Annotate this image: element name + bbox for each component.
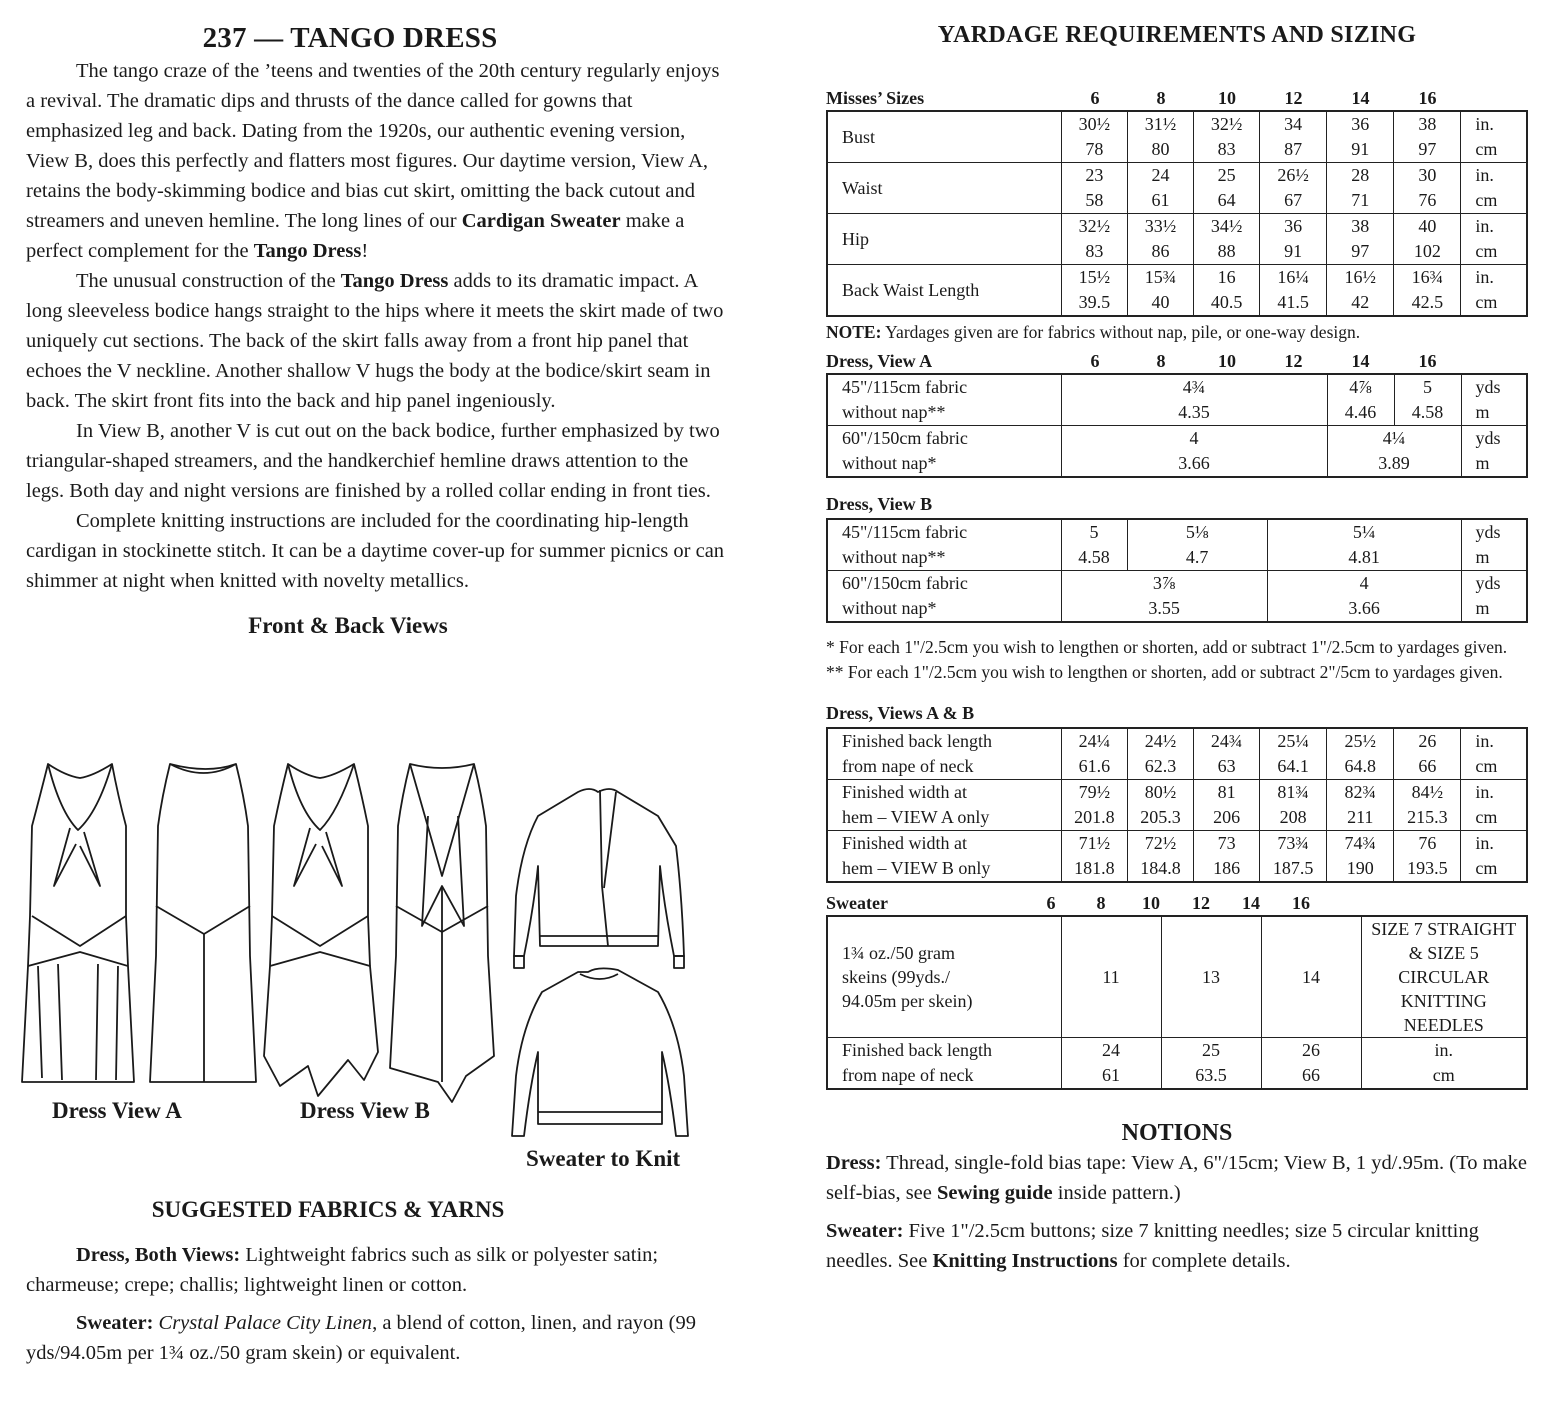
footnotes: [826, 635, 1528, 685]
body-measurements-table: [826, 110, 1528, 317]
cardigan-front-drawing: [514, 789, 684, 968]
table-row: Finished width at hem – VIEW A only 79½ 201.8 80½ 205.3 81 206 81¾ 208 82¾ 211 84½ 215.3 in. cm: [827, 780, 1527, 831]
table-row: Hip 32½ 83 33½ 86 34½ 88 36 91 38 97 40 102 in. cm: [827, 214, 1527, 265]
table-row: 45"/115cm fabric without nap** 4¾ 4.35 4⅞ 4.46 5 4.58 yds m: [827, 374, 1527, 426]
table-row: Finished back length from nape of neck 24 61 25 63.5 26 66 in. cm: [827, 1038, 1527, 1090]
table-row: Finished back length from nape of neck 24¼ 61.6 24½ 62.3 24¾ 63 25¼ 64.1 25½ 64.8 26 66 in. cm: [827, 728, 1527, 780]
table-row: Waist 23 58 24 61 25 64 26½ 67 28 71 30 76 in. cm: [827, 163, 1527, 214]
left-column: [26, 20, 730, 640]
notions-sweater: Sweater: Five 1"/2.5cm buttons; size 7 knitting needles; size 5 circular knitting needles. See Knitting Instructions for complete details.: [826, 1220, 1479, 1272]
table-row: 1¾ oz./50 gram skeins (99yds./ 94.05m per skein) 11 13 14 SIZE 7 STRAIGHT & SIZE 5 CIRCULAR KNITTING NEEDLES: [827, 916, 1527, 1038]
notions-section: [826, 1148, 1528, 1276]
table-row: Finished width at hem – VIEW B only 71½ 181.8 72½ 184.8 73 186 73¾ 187.5 74¾ 190 76 193.5 in. cm: [827, 831, 1527, 883]
right-column: [826, 20, 1528, 1284]
illustrations: [18, 756, 758, 1196]
yardage-title: YARDAGE REQUIREMENTS AND SIZING: [937, 22, 1417, 48]
views-ab-header: Dress, Views A & B: [826, 703, 975, 723]
intro-text: [26, 56, 730, 596]
fabrics-sweater: Sweater: Crystal Palace City Linen, a blend of cotton, linen, and rayon (99 yds/94.05m per 1¾ oz./50 gram skein) or equivalent.: [26, 1312, 696, 1364]
label-sweater-to-knit: Sweater to Knit: [526, 1146, 681, 1171]
table-row: 60"/150cm fabric without nap* 4 3.66 4¼ 3.89 yds m: [827, 426, 1527, 478]
cardigan-back-drawing: [512, 968, 688, 1136]
view-a-header: Dress, View A 6 8 10 12 14 16: [826, 351, 1437, 371]
dress-b-front-drawing: [264, 764, 378, 1096]
finished-measurements-table: [826, 727, 1528, 883]
intro-paragraph-3: In View B, another V is cut out on the back bodice, further emphasized by two triangular-shaped streamers, and the handkerchief hemline draws attention to the legs. Both day and night versions are finished by a rolled collar ending in front ties.: [26, 420, 720, 502]
intro-paragraph-4: Complete knitting instructions are included for the coordinating hip-length cardigan in stockinette stitch. It can be a daytime cover-up for summer picnics or can shimmer at night when knitted with novelty metallics.: [26, 510, 725, 592]
view-a-yardage-table: [826, 373, 1528, 478]
sweater-header: Sweater 6 8 10 12 14 16: [826, 893, 1310, 913]
intro-paragraph-1: The tango craze of the ’teens and twenties of the 20th century regularly enjoys a revival. The dramatic dips and thrusts of the dance called for gowns that emphasized leg and back. Dating from the 1920s, our authentic evening version, View B, does this perfectly and flatters most figures. Our daytime version, View A, retains the body-skimming bodice and bias cut skirt, omitting the back cutout and streamers and uneven hemline. The long lines of our Cardigan Sweater make a perfect complement for the Tango Dress!: [26, 60, 720, 262]
fabrics-dress: Dress, Both Views: Lightweight fabrics such as silk or polyester satin; charmeuse; crepe; challis; lightweight linen or cotton.: [26, 1244, 659, 1296]
label-dress-view-a: Dress View A: [52, 1098, 182, 1123]
notions-dress: Dress: Thread, single-fold bias tape: View A, 6"/15cm; View B, 1 yd/.95m. (To make self-bias, see Sewing guide inside pattern.): [826, 1152, 1527, 1204]
footnote-single: * For each 1"/2.5cm you wish to lengthen or shorten, add or subtract 1"/2.5cm to yardages given.: [826, 637, 1508, 657]
sweater-table: [826, 915, 1528, 1090]
view-b-yardage-table: [826, 518, 1528, 623]
dress-b-back-drawing: [390, 764, 494, 1102]
label-dress-view-b: Dress View B: [300, 1098, 430, 1123]
dress-a-front-drawing: [22, 764, 134, 1082]
footnote-double: ** For each 1"/2.5cm you wish to lengthen or shorten, add or subtract 2"/5cm to yardages given.: [826, 662, 1503, 682]
misses-sizes-header: Misses’ Sizes 6 8 10 12 14 16: [826, 88, 1437, 108]
intro-paragraph-2: The unusual construction of the Tango Dress adds to its dramatic impact. A long sleeveless bodice hangs straight to the hips where it meets the skirt made of two uniquely cut sections. The back of the skirt falls away from a front hip panel that echoes the V neckline. Another shallow V hugs the body at the bodice/skirt seam in back. The skirt front fits into the back and hip panel ingeniously.: [26, 270, 724, 412]
table-row: Bust 30½ 78 31½ 80 32½ 83 34 87 36 91 38 97 in. cm: [827, 111, 1527, 163]
views-heading: Front & Back Views: [248, 613, 448, 638]
view-b-header: Dress, View B: [826, 494, 933, 514]
notions-heading: NOTIONS: [1121, 1120, 1233, 1146]
dress-a-back-drawing: [150, 764, 256, 1082]
fabrics-section: [26, 1240, 736, 1376]
yardage-note: NOTE: Yardages given are for fabrics without nap, pile, or one-way design.: [826, 322, 1361, 342]
table-row: Back Waist Length 15½ 39.5 15¾ 40 16 40.5 16¼ 41.5 16½ 42 16¾ 42.5 in. cm: [827, 265, 1527, 317]
fabrics-heading: SUGGESTED FABRICS & YARNS: [151, 1197, 505, 1222]
table-row: 60"/150cm fabric without nap* 3⅞ 3.55 4 3.66 yds m: [827, 571, 1527, 623]
pattern-title: 237 — TANGO DRESS: [202, 22, 498, 54]
table-row: 45"/115cm fabric without nap** 5 4.58 5⅛ 4.7 5¼ 4.81 yds m: [827, 519, 1527, 571]
